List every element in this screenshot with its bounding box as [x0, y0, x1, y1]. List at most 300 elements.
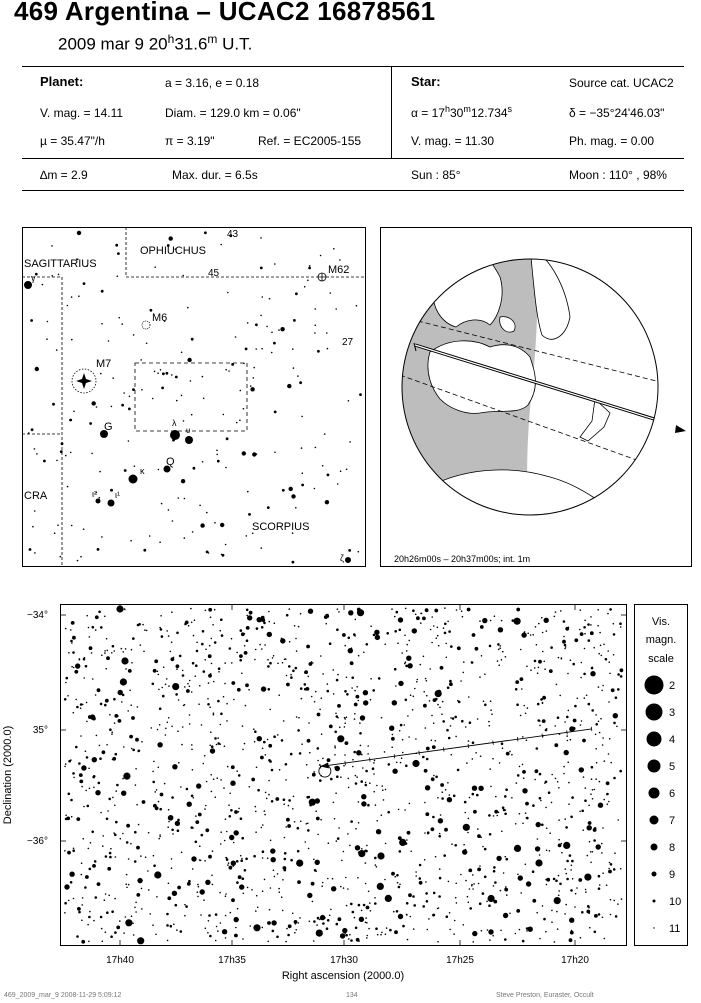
- chart-star: [527, 927, 530, 930]
- finder-star: [282, 489, 285, 492]
- track-tick: [567, 730, 568, 734]
- chart-star: [613, 713, 618, 718]
- chart-star: [502, 747, 504, 749]
- chart-star: [255, 649, 257, 651]
- chart-star: [138, 750, 141, 753]
- chart-star: [190, 608, 192, 610]
- chart-star: [595, 734, 597, 736]
- chart-star: [446, 729, 449, 732]
- finder-star: [203, 398, 205, 400]
- chart-star: [220, 843, 222, 845]
- chart-star: [498, 664, 500, 666]
- chart-star: [224, 745, 226, 747]
- finder-star: [56, 349, 58, 351]
- chart-star: [406, 656, 411, 661]
- chart-star: [561, 657, 563, 659]
- finder-star: [315, 447, 317, 449]
- object-label: ζ: [340, 553, 344, 563]
- chart-star: [542, 696, 546, 700]
- chart-star: [504, 888, 507, 891]
- chart-star: [195, 664, 198, 667]
- chart-star: [285, 763, 288, 766]
- chart-star: [171, 829, 174, 832]
- chart-star: [601, 843, 603, 845]
- chart-star: [81, 786, 83, 788]
- chart-star: [221, 634, 224, 637]
- chart-star: [128, 669, 132, 673]
- chart-star: [91, 652, 93, 654]
- finder-star: [101, 290, 104, 293]
- chart-star: [538, 667, 540, 669]
- chart-star: [453, 795, 456, 798]
- chart-star: [401, 652, 403, 654]
- chart-star: [556, 911, 558, 913]
- chart-star: [106, 656, 110, 660]
- finder-star: [154, 371, 156, 373]
- chart-star: [330, 909, 332, 911]
- chart-star: [290, 859, 293, 862]
- chart-star: [423, 656, 425, 658]
- chart-star: [438, 645, 440, 647]
- chart-star: [217, 737, 219, 739]
- chart-star: [428, 832, 430, 834]
- finder-star: [187, 358, 191, 362]
- chart-star: [435, 698, 438, 701]
- chart-star: [84, 657, 86, 659]
- finder-star: [206, 551, 209, 554]
- chart-star: [546, 630, 548, 632]
- chart-star: [570, 659, 572, 661]
- chart-star: [491, 713, 493, 715]
- chart-star: [477, 828, 479, 830]
- object-label: 27: [342, 337, 354, 348]
- star-phmag: Ph. mag. = 0.00: [569, 134, 655, 148]
- chart-star: [166, 924, 169, 927]
- chart-star: [399, 884, 401, 886]
- chart-star: [453, 933, 455, 935]
- chart-star: [384, 644, 386, 646]
- star-ra-minutes: 30: [449, 106, 464, 120]
- chart-star: [68, 900, 70, 902]
- chart-star: [249, 786, 251, 788]
- finder-star: [317, 350, 320, 353]
- chart-star: [541, 824, 544, 827]
- chart-star: [233, 699, 235, 701]
- chart-star: [286, 683, 290, 687]
- chart-star: [290, 753, 293, 756]
- chart-star: [122, 778, 124, 780]
- chart-star: [64, 902, 67, 905]
- chart-star: [143, 651, 145, 653]
- chart-star: [565, 646, 567, 648]
- chart-star: [455, 897, 457, 899]
- finder-star: [34, 552, 36, 554]
- chart-star: [64, 766, 66, 768]
- chart-star: [76, 706, 79, 709]
- chart-star: [539, 720, 541, 722]
- chart-star: [338, 611, 340, 613]
- chart-star: [613, 654, 615, 656]
- chart-star: [284, 852, 287, 855]
- chart-star: [490, 709, 492, 711]
- chart-star: [359, 732, 362, 735]
- y-tick-label: −34°: [27, 610, 48, 621]
- chart-star: [166, 913, 169, 916]
- chart-star: [522, 764, 524, 766]
- chart-star: [374, 630, 379, 635]
- chart-star: [405, 608, 407, 610]
- legend-label: 10: [669, 896, 682, 908]
- chart-star: [187, 683, 189, 685]
- chart-star: [88, 768, 90, 770]
- chart-star: [88, 848, 90, 850]
- finder-star: [187, 307, 189, 309]
- chart-star: [77, 907, 81, 911]
- chart-star: [301, 698, 303, 700]
- chart-star: [525, 802, 529, 806]
- table-bottom-rule: [22, 190, 684, 191]
- chart-star: [65, 763, 67, 765]
- chart-star: [536, 822, 541, 827]
- chart-star: [568, 803, 570, 805]
- chart-star: [391, 747, 393, 749]
- chart-star: [171, 641, 173, 643]
- chart-star: [234, 810, 238, 814]
- chart-star: [583, 626, 586, 629]
- chart-star: [231, 861, 236, 866]
- chart-star: [216, 744, 218, 746]
- chart-star: [179, 655, 182, 658]
- chart-star: [589, 927, 591, 929]
- chart-star: [503, 872, 505, 874]
- chart-star: [314, 701, 316, 703]
- chart-star: [613, 868, 616, 871]
- table-mid-rule: [22, 158, 684, 159]
- chart-star: [532, 804, 535, 807]
- chart-star: [534, 779, 536, 781]
- chart-star: [542, 632, 544, 634]
- chart-star: [256, 767, 258, 769]
- chart-star: [315, 860, 320, 865]
- chart-star: [526, 666, 528, 668]
- chart-star: [64, 912, 66, 914]
- finder-star: [178, 497, 180, 499]
- chart-star: [574, 705, 577, 708]
- chart-star: [204, 808, 206, 810]
- finder-chart: [22, 227, 366, 567]
- chart-star: [358, 940, 360, 942]
- chart-star: [592, 667, 594, 669]
- chart-star: [317, 760, 319, 762]
- chart-star: [88, 627, 90, 629]
- chart-star: [550, 646, 553, 649]
- chart-star: [270, 848, 275, 853]
- chart-star: [236, 881, 239, 884]
- legend-label: 6: [669, 788, 676, 800]
- chart-star: [600, 645, 602, 647]
- chart-star: [81, 904, 83, 906]
- chart-star: [414, 688, 416, 690]
- chart-star: [590, 616, 592, 618]
- chart-star: [353, 633, 356, 636]
- chart-star: [288, 805, 290, 807]
- chart-star: [544, 782, 546, 784]
- chart-star: [476, 794, 479, 797]
- chart-star: [321, 733, 323, 735]
- finder-star: [287, 384, 291, 388]
- finder-star: [184, 537, 186, 539]
- finder-star: [70, 452, 72, 454]
- chart-star: [397, 882, 399, 884]
- chart-star: [207, 932, 209, 934]
- chart-star: [177, 730, 179, 732]
- chart-star: [176, 632, 179, 635]
- chart-star: [405, 765, 408, 768]
- chart-star: [78, 762, 81, 765]
- chart-star: [405, 699, 408, 702]
- chart-star: [345, 877, 347, 879]
- chart-star: [337, 674, 339, 676]
- chart-star: [489, 725, 491, 727]
- chart-star: [322, 758, 324, 760]
- chart-star: [240, 629, 243, 632]
- finder-star: [339, 259, 341, 261]
- chart-star: [394, 668, 397, 671]
- legend-dot: [649, 788, 660, 799]
- chart-star: [73, 898, 75, 900]
- chart-star: [211, 791, 213, 793]
- chart-star: [285, 779, 287, 781]
- chart-star: [171, 858, 173, 860]
- chart-star: [329, 642, 332, 645]
- chart-star: [584, 697, 586, 699]
- finder-star: [42, 284, 44, 286]
- chart-star: [159, 834, 161, 836]
- chart-star: [220, 713, 223, 716]
- chart-star: [298, 717, 300, 719]
- chart-star: [588, 639, 591, 642]
- chart-star: [313, 940, 315, 942]
- chart-star: [358, 700, 360, 702]
- finder-star: [161, 503, 163, 505]
- chart-star: [544, 618, 549, 623]
- finder-star: [71, 525, 73, 527]
- chart-star: [80, 735, 82, 737]
- chart-star: [308, 609, 313, 614]
- chart-star: [73, 777, 75, 779]
- chart-star: [382, 789, 384, 791]
- chart-star: [107, 867, 111, 871]
- chart-star: [456, 609, 458, 611]
- chart-star: [455, 736, 457, 738]
- planet-reference: Ref. = EC2005-155: [258, 134, 362, 148]
- finder-star: [60, 556, 62, 558]
- chart-star: [394, 930, 398, 934]
- chart-star: [337, 735, 344, 742]
- chart-star: [109, 852, 112, 855]
- chart-star: [78, 911, 81, 914]
- chart-star: [245, 858, 248, 861]
- track-tick: [419, 751, 420, 755]
- finder-star: [315, 325, 317, 327]
- chart-star: [359, 917, 364, 922]
- chart-star: [72, 849, 75, 852]
- finder-star: [255, 323, 258, 326]
- chart-star: [70, 629, 72, 631]
- chart-star: [555, 611, 557, 613]
- chart-star: [370, 678, 372, 680]
- finder-star: [202, 376, 204, 378]
- chart-star: [465, 880, 467, 882]
- chart-star: [415, 875, 417, 877]
- chart-star: [516, 782, 518, 784]
- finder-star: [141, 389, 143, 391]
- chart-star: [208, 855, 212, 859]
- chart-star: [588, 821, 592, 825]
- chart-star: [208, 920, 210, 922]
- chart-star: [525, 864, 527, 866]
- chart-star: [338, 827, 340, 829]
- chart-star: [344, 645, 346, 647]
- finder-star: [65, 455, 67, 457]
- chart-star: [205, 649, 207, 651]
- chart-star: [207, 703, 210, 706]
- chart-star: [315, 691, 317, 693]
- chart-star: [495, 796, 497, 798]
- chart-star: [212, 624, 214, 626]
- chart-star: [522, 823, 524, 825]
- chart-star: [597, 625, 599, 627]
- chart-star: [384, 879, 386, 881]
- chart-star: [515, 688, 518, 691]
- legend-dot: [653, 900, 656, 903]
- chart-star: [223, 696, 225, 698]
- chart-star: [569, 918, 574, 923]
- chart-star: [574, 906, 576, 908]
- chart-star: [617, 673, 620, 676]
- chart-star: [158, 689, 160, 691]
- chart-star: [482, 618, 487, 623]
- chart-star: [121, 648, 123, 650]
- chart-star: [356, 776, 358, 778]
- finder-star: [314, 332, 316, 334]
- chart-star: [598, 721, 600, 723]
- chart-star: [253, 855, 256, 858]
- chart-star: [344, 717, 346, 719]
- chart-star: [540, 800, 542, 802]
- chart-star: [142, 800, 146, 804]
- chart-star: [608, 801, 610, 803]
- chart-star: [225, 895, 227, 897]
- finder-star: [181, 479, 185, 483]
- chart-star: [404, 663, 406, 665]
- chart-star: [282, 662, 284, 664]
- finder-star: [299, 381, 302, 384]
- chart-star: [68, 652, 70, 654]
- chart-star: [579, 811, 581, 813]
- chart-star: [294, 932, 296, 934]
- chart-star: [176, 668, 178, 670]
- chart-star: [412, 628, 417, 633]
- chart-star: [105, 668, 107, 670]
- chart-star: [336, 628, 339, 631]
- chart-star: [603, 644, 605, 646]
- chart-star: [156, 789, 158, 791]
- legend-label: 8: [669, 842, 676, 854]
- chart-star: [306, 646, 308, 648]
- chart-star: [225, 915, 227, 917]
- chart-star: [496, 815, 498, 817]
- chart-star: [590, 862, 592, 864]
- chart-star: [344, 754, 346, 756]
- chart-star: [209, 745, 211, 747]
- finder-star: [220, 244, 222, 246]
- chart-star: [350, 820, 353, 823]
- chart-star: [558, 787, 560, 789]
- chart-star: [131, 662, 133, 664]
- chart-star: [313, 771, 315, 773]
- chart-star: [255, 806, 257, 808]
- chart-star: [406, 902, 409, 905]
- chart-star: [165, 684, 167, 686]
- chart-star: [428, 918, 430, 920]
- chart-star: [268, 611, 270, 613]
- chart-star: [83, 806, 85, 808]
- chart-star: [229, 815, 232, 818]
- chart-star: [64, 698, 67, 701]
- time-h-unit: h: [167, 32, 175, 46]
- planet-label: Planet:: [40, 74, 84, 89]
- chart-star: [481, 930, 483, 932]
- chart-star: [378, 677, 381, 680]
- chart-star: [522, 788, 527, 793]
- chart-star: [153, 804, 157, 808]
- chart-star: [492, 758, 494, 760]
- chart-star: [358, 904, 361, 907]
- chart-star: [89, 788, 91, 790]
- chart-star: [354, 718, 356, 720]
- chart-star: [542, 651, 544, 653]
- chart-star: [490, 786, 492, 788]
- chart-star: [203, 899, 205, 901]
- chart-star: [244, 633, 246, 635]
- finder-star: [225, 369, 227, 371]
- chart-star: [402, 925, 405, 928]
- chart-star: [319, 779, 322, 782]
- finder-star: [235, 336, 237, 338]
- chart-star: [176, 664, 180, 668]
- chart-star: [504, 795, 507, 798]
- chart-star: [309, 752, 311, 754]
- chart-star: [364, 850, 367, 853]
- chart-star: [585, 889, 587, 891]
- chart-star: [133, 934, 135, 936]
- chart-star: [395, 685, 397, 687]
- finder-star: [47, 321, 49, 323]
- finder-star: [97, 548, 100, 551]
- chart-star: [125, 919, 132, 926]
- chart-star: [501, 620, 503, 622]
- finder-star: [110, 489, 113, 492]
- chart-star: [558, 839, 560, 841]
- chart-star: [306, 796, 309, 799]
- chart-star: [100, 916, 103, 919]
- chart-star: [522, 940, 525, 943]
- chart-star: [523, 705, 525, 707]
- chart-star: [92, 626, 95, 629]
- chart-star: [366, 937, 368, 939]
- chart-star: [564, 750, 569, 755]
